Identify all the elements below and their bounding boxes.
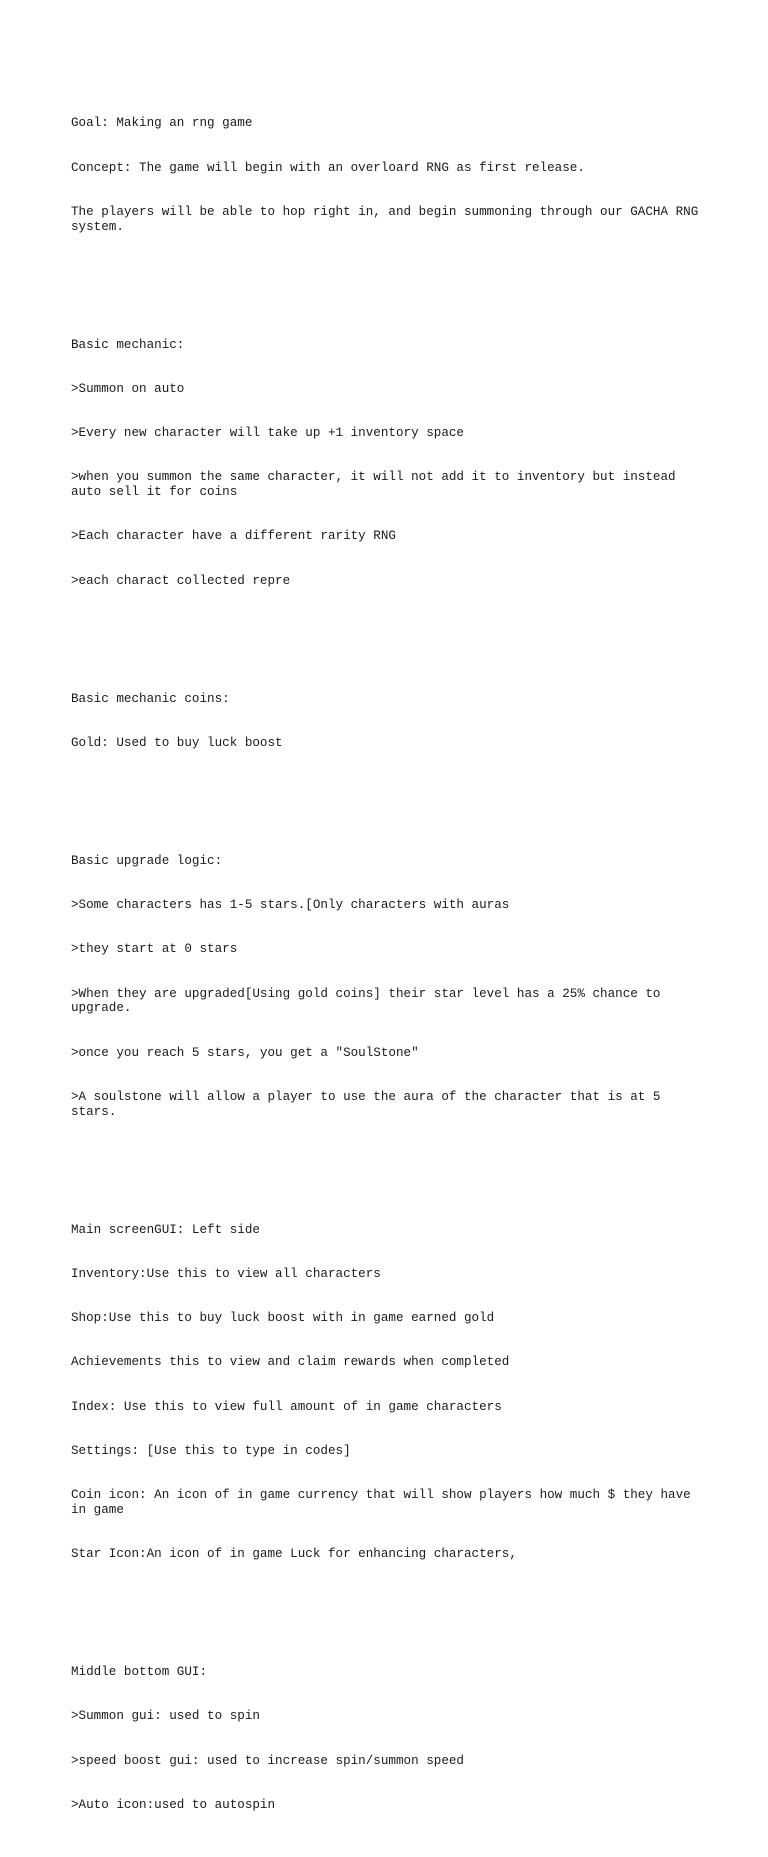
basic-mechanic-item: >Each character have a different rarity RNG (71, 529, 396, 544)
basic-mechanic-item: >Summon on auto (71, 381, 185, 396)
basic-upgrade-logic-item: >they start at 0 stars (71, 942, 238, 957)
players-line: The players will be able to hop right in, and begin summoning through our GACHA RNG system. (71, 204, 706, 234)
main-screen-gui-item: Shop:Use this to buy luck boost with in game earned gold (71, 1311, 495, 1325)
basic-upgrade-logic-item: >A soulstone will allow a player to use the aura of the character that is at 5 stars. (71, 1089, 669, 1119)
basic-upgrade-logic-item: >Some characters has 1-5 stars.[Only characters with auras (71, 898, 510, 912)
middle-bottom-gui-heading: Middle bottom GUI: (71, 1665, 208, 1679)
middle-bottom-gui-item: >speed boost gui: used to increase spin/summon speed (71, 1753, 464, 1768)
basic-upgrade-logic-heading: Basic upgrade logic: (71, 853, 223, 868)
basic-mechanic-coins-item: Gold: Used to buy luck boost (71, 735, 283, 750)
main-screen-gui-item: Settings: [Use this to type in codes] (71, 1443, 351, 1458)
middle-bottom-gui-item: >Summon gui: used to spin (71, 1709, 260, 1724)
basic-mechanic-item: >each charact collected repre (71, 573, 291, 588)
main-screen-gui-item: Star Icon:An icon of in game Luck for enhancing characters, (71, 1547, 517, 1561)
main-screen-gui-item: Index: Use this to view full amount of in game characters (71, 1399, 502, 1414)
basic-mechanic-item: >when you summon the same character, it will not add it to inventory but instead auto sell it for coins (71, 470, 684, 499)
main-screen-gui-item: Achievements this to view and claim rewards when completed (71, 1355, 510, 1370)
document-body (71, 72, 711, 1857)
goal-line: Goal: Making an rng game (71, 116, 253, 131)
spacer (71, 1606, 711, 1621)
basic-mechanic-item: >Every new character will take up +1 inventory space (71, 426, 464, 440)
basic-mechanic-heading: Basic mechanic: (71, 337, 185, 352)
main-screen-gui-heading: Main screenGUI: Left side (71, 1222, 260, 1237)
basic-mechanic-coins-heading: Basic mechanic coins: (71, 691, 230, 706)
middle-bottom-gui-item: >Auto icon:used to autospin (71, 1797, 276, 1812)
main-screen-gui-item: Inventory:Use this to view all characters (71, 1266, 381, 1281)
basic-upgrade-logic-item: >When they are upgraded[Using gold coins] their star level has a 25% chance to upgrade. (71, 986, 669, 1016)
main-screen-gui-item: Coin icon: An icon of in game currency that will show players how much $ they have in game (71, 1488, 699, 1517)
spacer (71, 1164, 711, 1179)
spacer (71, 795, 711, 810)
spacer (71, 279, 711, 294)
spacer (71, 633, 711, 648)
basic-upgrade-logic-item: >once you reach 5 stars, you get a "SoulStone" (71, 1045, 419, 1060)
concept-line: Concept: The game will begin with an overloard RNG as first release. (71, 160, 585, 175)
